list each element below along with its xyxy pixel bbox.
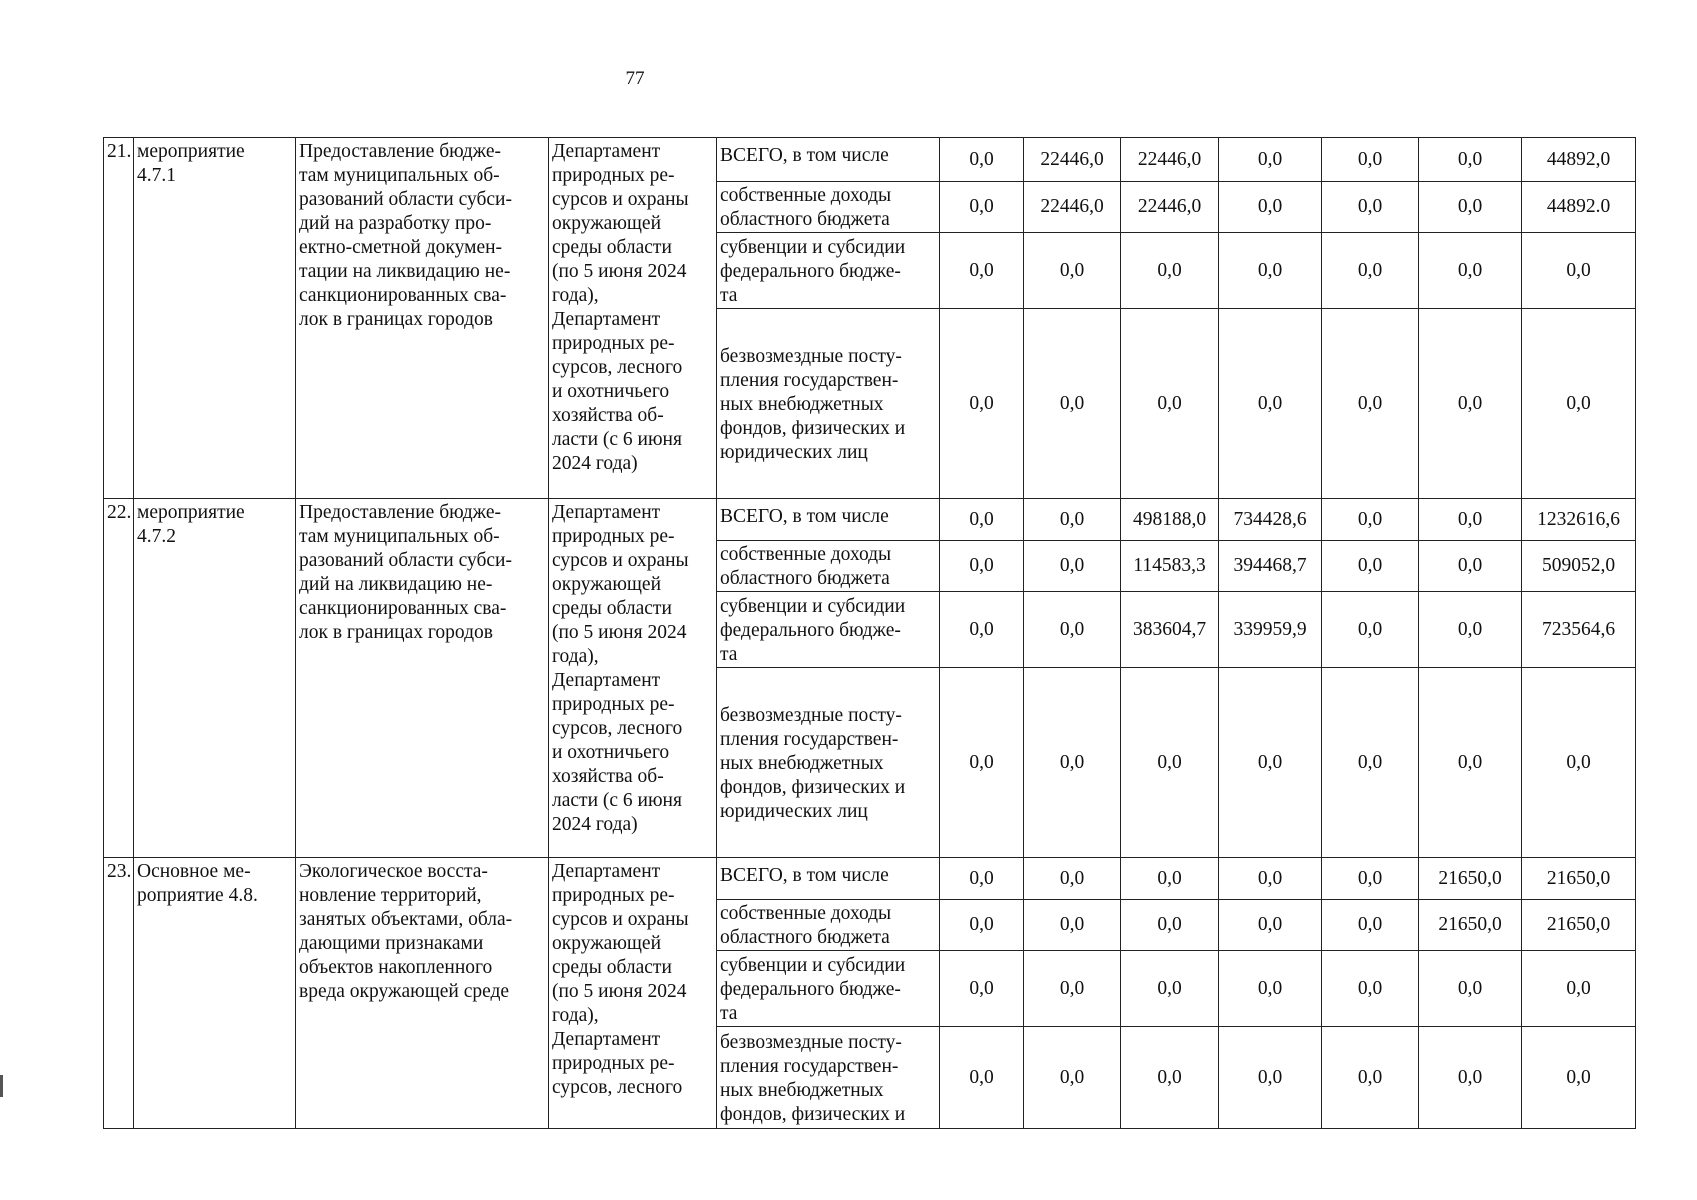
executor-line: среды области bbox=[552, 598, 672, 619]
funding-source-line: субвенции и субсидии bbox=[720, 236, 906, 258]
executor-line: года), bbox=[552, 285, 599, 306]
executor-line: ласти (с 6 июня bbox=[552, 790, 682, 811]
amount-cell: 0,0 bbox=[1024, 233, 1121, 309]
executor-cell bbox=[549, 858, 717, 1129]
event-name-cell bbox=[134, 858, 296, 1129]
funding-source-line: пления государствен- bbox=[720, 728, 899, 750]
amount-cell: 0,0 bbox=[1522, 233, 1636, 309]
description-line: вреда окружающей среде bbox=[299, 981, 510, 1002]
amount-cell: 0,0 bbox=[940, 951, 1024, 1027]
executor-line: сурсов и охраны bbox=[552, 550, 689, 571]
amount-cell: 0,0 bbox=[1322, 309, 1419, 499]
amount-cell: 0,0 bbox=[1121, 668, 1219, 858]
amount-cell: 0,0 bbox=[1522, 668, 1636, 858]
funding-source-line: федерального бюдже- bbox=[720, 619, 901, 641]
funding-source-line: собственные доходы bbox=[720, 903, 892, 924]
row-number: 22. bbox=[104, 499, 134, 858]
funding-source-line: та bbox=[720, 284, 738, 306]
funding-source-line: ВСЕГО, в том числе bbox=[720, 865, 889, 886]
amount-cell: 0,0 bbox=[1419, 951, 1522, 1027]
description-line: Предоставление бюдже- bbox=[299, 141, 501, 162]
executor-line: ласти (с 6 июня bbox=[552, 429, 682, 450]
funding-source-line: федерального бюдже- bbox=[720, 978, 901, 1000]
description-line: санкционированных сва- bbox=[299, 598, 507, 619]
executor-line: года), bbox=[552, 646, 599, 667]
amount-cell: 0,0 bbox=[1219, 1027, 1322, 1129]
table-row bbox=[104, 138, 1636, 182]
event-name-line: 4.7.2 bbox=[137, 526, 176, 547]
amount-cell: 0,0 bbox=[940, 182, 1024, 233]
amount-cell: 0,0 bbox=[1322, 499, 1419, 541]
row-number: 21. bbox=[104, 138, 134, 499]
amount-cell: 0,0 bbox=[940, 1027, 1024, 1129]
amount-cell: 0,0 bbox=[1121, 309, 1219, 499]
amount-cell: 0,0 bbox=[1024, 668, 1121, 858]
funding-source-line: ных внебюджетных bbox=[720, 393, 884, 415]
amount-cell: 0,0 bbox=[1522, 309, 1636, 499]
description-cell bbox=[296, 858, 549, 1129]
executor-line: Департамент bbox=[552, 861, 661, 882]
amount-cell: 0,0 bbox=[1219, 668, 1322, 858]
amount-cell: 0,0 bbox=[1322, 1027, 1419, 1129]
funding-source-cell bbox=[717, 1027, 940, 1129]
executor-line: сурсов и охраны bbox=[552, 909, 689, 930]
amount-cell: 22446,0 bbox=[1024, 182, 1121, 233]
executor-line: природных ре- bbox=[552, 885, 675, 906]
funding-source-line: областного бюджета bbox=[720, 927, 890, 948]
executor-line: сурсов, лесного bbox=[552, 357, 683, 378]
amount-cell: 0,0 bbox=[1121, 1027, 1219, 1129]
amount-cell: 0,0 bbox=[1024, 499, 1121, 541]
event-name-line: мероприятие bbox=[137, 502, 245, 523]
description-line: разований области субси- bbox=[299, 189, 512, 210]
amount-cell: 0,0 bbox=[1121, 233, 1219, 309]
description-line: дий на разработку про- bbox=[299, 213, 492, 234]
amount-cell: 21650,0 bbox=[1419, 900, 1522, 951]
executor-line: Департамент bbox=[552, 309, 661, 330]
amount-cell: 21650,0 bbox=[1419, 858, 1522, 900]
executor-line: природных ре- bbox=[552, 526, 675, 547]
amount-cell: 0,0 bbox=[1121, 951, 1219, 1027]
description-line: объектов накопленного bbox=[299, 957, 493, 978]
table-row bbox=[104, 858, 1636, 900]
funding-source-cell bbox=[717, 138, 940, 182]
amount-cell: 21650,0 bbox=[1522, 858, 1636, 900]
amount-cell: 44892,0 bbox=[1522, 138, 1636, 182]
amount-cell: 0,0 bbox=[1419, 499, 1522, 541]
funding-source-line: ных внебюджетных bbox=[720, 1079, 884, 1101]
event-name-line: Основное ме- bbox=[137, 861, 251, 882]
amount-cell: 0,0 bbox=[1219, 900, 1322, 951]
executor-line: окружающей bbox=[552, 574, 662, 595]
funding-source-line: областного бюджета bbox=[720, 209, 890, 230]
funding-source-cell bbox=[717, 858, 940, 900]
amount-cell: 498188,0 bbox=[1121, 499, 1219, 541]
amount-cell: 0,0 bbox=[940, 668, 1024, 858]
funding-source-line: областного бюджета bbox=[720, 568, 890, 589]
amount-cell: 0,0 bbox=[1024, 900, 1121, 951]
amount-cell: 0,0 bbox=[1419, 592, 1522, 668]
row-number: 23. bbox=[104, 858, 134, 1129]
executor-line: года), bbox=[552, 1005, 599, 1026]
funding-source-cell bbox=[717, 668, 940, 858]
funding-source-line: фондов, физических и bbox=[720, 1103, 906, 1125]
executor-line: 2024 года) bbox=[552, 814, 638, 835]
description-line: Предоставление бюдже- bbox=[299, 502, 501, 523]
amount-cell: 0,0 bbox=[1322, 182, 1419, 233]
executor-line: сурсов и охраны bbox=[552, 189, 689, 210]
amount-cell: 0,0 bbox=[940, 858, 1024, 900]
amount-cell: 114583,3 bbox=[1121, 541, 1219, 592]
amount-cell: 0,0 bbox=[1419, 1027, 1522, 1129]
executor-cell bbox=[549, 138, 717, 499]
funding-source-cell bbox=[717, 592, 940, 668]
amount-cell: 0,0 bbox=[1322, 951, 1419, 1027]
amount-cell: 0,0 bbox=[1322, 541, 1419, 592]
executor-line: природных ре- bbox=[552, 333, 675, 354]
funding-source-line: пления государствен- bbox=[720, 1055, 899, 1077]
description-line: новление территорий, bbox=[299, 885, 482, 906]
description-line: занятых объектами, обла- bbox=[299, 909, 513, 930]
description-cell bbox=[296, 499, 549, 858]
funding-source-line: ВСЕГО, в том числе bbox=[720, 506, 889, 527]
executor-line: Департамент bbox=[552, 670, 661, 691]
funding-source-cell bbox=[717, 309, 940, 499]
executor-line: природных ре- bbox=[552, 165, 675, 186]
amount-cell: 723564,6 bbox=[1522, 592, 1636, 668]
executor-line: и охотничьего bbox=[552, 381, 670, 402]
amount-cell: 0,0 bbox=[1219, 182, 1322, 233]
executor-line: среды области bbox=[552, 957, 672, 978]
amount-cell: 0,0 bbox=[1322, 668, 1419, 858]
funding-source-cell bbox=[717, 900, 940, 951]
description-line: санкционированных сва- bbox=[299, 285, 507, 306]
amount-cell: 0,0 bbox=[1121, 900, 1219, 951]
amount-cell: 0,0 bbox=[1024, 309, 1121, 499]
amount-cell: 734428,6 bbox=[1219, 499, 1322, 541]
amount-cell: 0,0 bbox=[1419, 541, 1522, 592]
funding-source-line: та bbox=[720, 1002, 738, 1024]
executor-line: среды области bbox=[552, 237, 672, 258]
funding-source-line: та bbox=[720, 643, 738, 665]
executor-cell bbox=[549, 499, 717, 858]
amount-cell: 22446,0 bbox=[1121, 182, 1219, 233]
funding-source-line: безвозмездные посту- bbox=[720, 345, 902, 367]
amount-cell: 0,0 bbox=[940, 900, 1024, 951]
executor-line: (по 5 июня 2024 bbox=[552, 622, 687, 643]
funding-source-line: собственные доходы bbox=[720, 544, 892, 565]
executor-line: и охотничьего bbox=[552, 742, 670, 763]
executor-line: 2024 года) bbox=[552, 453, 638, 474]
executor-line: хозяйства об- bbox=[552, 766, 664, 787]
description-line: ектно-сметной докумен- bbox=[299, 237, 503, 258]
funding-source-cell bbox=[717, 182, 940, 233]
amount-cell: 0,0 bbox=[1322, 900, 1419, 951]
funding-source-line: юридических лиц bbox=[720, 441, 868, 463]
funding-source-line: юридических лиц bbox=[720, 800, 868, 822]
amount-cell: 0,0 bbox=[940, 499, 1024, 541]
description-line: лок в границах городов bbox=[299, 622, 493, 643]
amount-cell: 383604,7 bbox=[1121, 592, 1219, 668]
amount-cell: 0,0 bbox=[1219, 951, 1322, 1027]
executor-line: природных ре- bbox=[552, 1053, 675, 1074]
amount-cell: 1232616,6 bbox=[1522, 499, 1636, 541]
funding-source-line: фондов, физических и bbox=[720, 417, 906, 439]
executor-line: Департамент bbox=[552, 1029, 661, 1050]
amount-cell: 0,0 bbox=[1322, 233, 1419, 309]
funding-source-cell bbox=[717, 951, 940, 1027]
funding-source-line: федерального бюдже- bbox=[720, 260, 901, 282]
amount-cell: 0,0 bbox=[1419, 233, 1522, 309]
event-name-line: роприятие 4.8. bbox=[137, 885, 258, 906]
executor-line: окружающей bbox=[552, 213, 662, 234]
amount-cell: 0,0 bbox=[1024, 951, 1121, 1027]
description-cell bbox=[296, 138, 549, 499]
executor-line: сурсов, лесного bbox=[552, 718, 683, 739]
amount-cell: 0,0 bbox=[1419, 182, 1522, 233]
description-line: лок в границах городов bbox=[299, 309, 493, 330]
amount-cell: 0,0 bbox=[1522, 951, 1636, 1027]
funding-source-cell bbox=[717, 499, 940, 541]
description-line: там муниципальных об- bbox=[299, 526, 500, 547]
page-number: 77 bbox=[625, 68, 645, 89]
amount-cell: 0,0 bbox=[940, 541, 1024, 592]
event-name-cell bbox=[134, 138, 296, 499]
event-name-cell bbox=[134, 499, 296, 858]
amount-cell: 0,0 bbox=[940, 592, 1024, 668]
amount-cell: 0,0 bbox=[1522, 1027, 1636, 1129]
executor-line: сурсов, лесного bbox=[552, 1077, 683, 1098]
amount-cell: 0,0 bbox=[1419, 668, 1522, 858]
amount-cell: 0,0 bbox=[1024, 1027, 1121, 1129]
amount-cell: 0,0 bbox=[1024, 858, 1121, 900]
funding-source-line: фондов, физических и bbox=[720, 776, 906, 798]
amount-cell: 509052,0 bbox=[1522, 541, 1636, 592]
amount-cell: 0,0 bbox=[1024, 541, 1121, 592]
funding-source-line: безвозмездные посту- bbox=[720, 1031, 902, 1053]
executor-line: Департамент bbox=[552, 141, 661, 162]
executor-line: хозяйства об- bbox=[552, 405, 664, 426]
funding-source-line: ВСЕГО, в том числе bbox=[720, 145, 889, 166]
description-line: Экологическое восста- bbox=[299, 861, 488, 882]
amount-cell: 0,0 bbox=[1219, 858, 1322, 900]
amount-cell: 0,0 bbox=[1322, 858, 1419, 900]
funding-source-line: собственные доходы bbox=[720, 185, 892, 206]
amount-cell: 339959,9 bbox=[1219, 592, 1322, 668]
amount-cell: 0,0 bbox=[940, 309, 1024, 499]
scan-mark bbox=[0, 1075, 3, 1097]
amount-cell: 0,0 bbox=[940, 233, 1024, 309]
amount-cell: 0,0 bbox=[1322, 592, 1419, 668]
description-line: разований области субси- bbox=[299, 550, 512, 571]
amount-cell: 0,0 bbox=[1219, 138, 1322, 182]
table-row bbox=[104, 499, 1636, 541]
budget-table bbox=[103, 137, 1636, 1129]
executor-line: природных ре- bbox=[552, 694, 675, 715]
event-name-line: 4.7.1 bbox=[137, 165, 176, 186]
description-line: тации на ликвидацию не- bbox=[299, 261, 511, 282]
executor-line: Департамент bbox=[552, 502, 661, 523]
amount-cell: 0,0 bbox=[1024, 592, 1121, 668]
event-name-line: мероприятие bbox=[137, 141, 245, 162]
executor-line: окружающей bbox=[552, 933, 662, 954]
amount-cell: 22446,0 bbox=[1024, 138, 1121, 182]
amount-cell: 21650,0 bbox=[1522, 900, 1636, 951]
description-line: там муниципальных об- bbox=[299, 165, 500, 186]
description-line: дий на ликвидацию не- bbox=[299, 574, 493, 595]
amount-cell: 0,0 bbox=[1322, 138, 1419, 182]
amount-cell: 0,0 bbox=[1419, 309, 1522, 499]
description-line: дающими признаками bbox=[299, 933, 484, 954]
amount-cell: 394468,7 bbox=[1219, 541, 1322, 592]
amount-cell: 0,0 bbox=[1219, 233, 1322, 309]
funding-source-line: ных внебюджетных bbox=[720, 752, 884, 774]
table-body bbox=[104, 138, 1636, 1129]
funding-source-line: пления государствен- bbox=[720, 369, 899, 391]
funding-source-cell bbox=[717, 541, 940, 592]
executor-line: (по 5 июня 2024 bbox=[552, 981, 687, 1002]
amount-cell: 0,0 bbox=[1219, 309, 1322, 499]
funding-source-line: безвозмездные посту- bbox=[720, 704, 902, 726]
executor-line: (по 5 июня 2024 bbox=[552, 261, 687, 282]
amount-cell: 22446,0 bbox=[1121, 138, 1219, 182]
amount-cell: 0,0 bbox=[940, 138, 1024, 182]
funding-source-line: субвенции и субсидии bbox=[720, 595, 906, 617]
funding-source-line: субвенции и субсидии bbox=[720, 954, 906, 976]
funding-source-cell bbox=[717, 233, 940, 309]
amount-cell: 44892.0 bbox=[1522, 182, 1636, 233]
amount-cell: 0,0 bbox=[1121, 858, 1219, 900]
amount-cell: 0,0 bbox=[1419, 138, 1522, 182]
